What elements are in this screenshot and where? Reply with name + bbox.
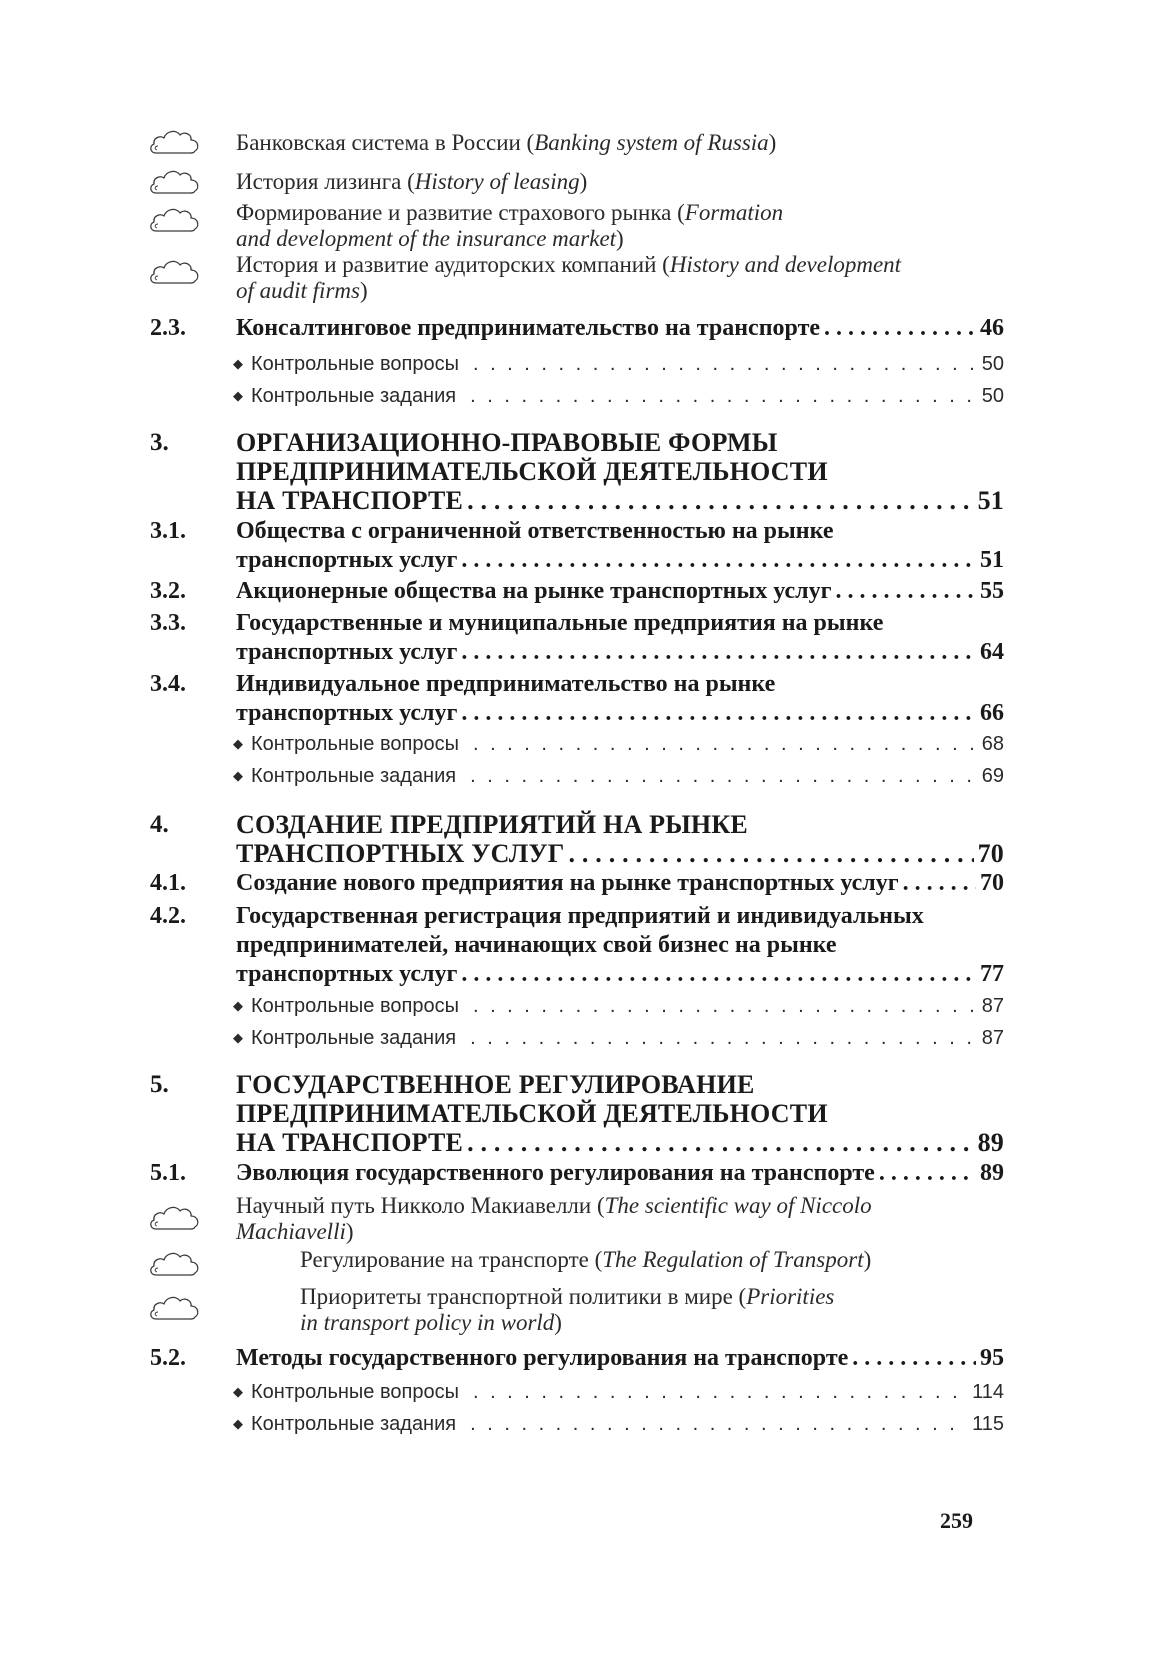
section-title[interactable]: Акционерные общества на рынке транспортных услуг . . . 55 [236,577,1004,606]
section-title[interactable]: Консалтинговое предпринимательство на транспорте . . . 46 [236,314,1004,343]
note-audit: История и развитие аудиторских компаний (History and development of audit firms) [236,252,902,303]
section-title[interactable]: Эволюция государственного регулирования на транспорте . . . 89 [236,1159,1004,1188]
section-title[interactable]: Государственные и муниципальные предприятия на рынке транспортных услуг . . . 64 [236,609,1004,667]
cloud-icon [148,126,202,158]
cloud-icon [148,166,202,198]
note-machiavelli: Научный путь Никколо Макиавелли (The scientific way of Niccolo Machiavelli) [236,1193,872,1244]
cloud-icon [148,1202,202,1234]
chapter-number: 4. [150,811,169,838]
sub-tasks[interactable]: ◆ Контрольные задания . . . 50 [233,382,1004,412]
page-number: 259 [940,1508,973,1533]
chapter-number: 5. [150,1071,169,1098]
sub-tasks[interactable]: ◆ Контрольные задания . . . 69 [233,762,1004,792]
note-priorities: Приоритеты транспортной политики в мире (Priorities in transport policy in world) [300,1284,835,1335]
section-number: 5.2. [150,1345,186,1371]
note-insurance: Формирование и развитие страхового рынка (Formation and development of the insurance market) [236,200,784,251]
section-number: 4.1. [150,870,186,896]
chapter-title[interactable]: СОЗДАНИЕ ПРЕДПРИЯТИЙ НА РЫНКЕ ТРАНСПОРТНЫХ УСЛУГ . . . 70 [236,810,1004,868]
cloud-icon [148,204,202,236]
section-number: 2.3. [150,315,186,341]
sub-questions[interactable]: ◆ Контрольные вопросы . . . 50 [233,350,1004,380]
section-title[interactable]: Индивидуальное предпринимательство на рынке транспортных услуг . . . 66 [236,670,1004,728]
cloud-icon [148,1248,202,1280]
section-title[interactable]: Методы государственного регулирования на транспорте . . . 95 [236,1344,1004,1373]
section-number: 3.1. [150,518,186,544]
sub-questions[interactable]: ◆ Контрольные вопросы . . . 68 [233,730,1004,760]
section-number: 4.2. [150,903,186,929]
section-title[interactable]: Общества с ограниченной ответственностью на рынке транспортных услуг . . . 51 [236,517,1004,575]
sub-tasks[interactable]: ◆ Контрольные задания . . . 115 [233,1410,1004,1440]
sub-questions[interactable]: ◆ Контрольные вопросы . . . 114 [233,1378,1004,1408]
sub-questions[interactable]: ◆ Контрольные вопросы . . . 87 [233,992,1004,1022]
section-number: 3.4. [150,671,186,697]
section-number: 3.3. [150,610,186,636]
section-number: 3.2. [150,578,186,604]
section-title[interactable]: Государственная регистрация предприятий и индивидуальных предпринимателей, начинающих свой бизнес на рынке транспортных услуг . . . 77 [236,902,1004,989]
sub-tasks[interactable]: ◆ Контрольные задания . . . 87 [233,1024,1004,1054]
note-regulation: Регулирование на транспорте (The Regulation of Transport) [300,1247,872,1272]
note-banking: Банковская система в России (Banking system of Russia) [236,130,777,155]
cloud-icon [148,1292,202,1324]
cloud-icon [148,256,202,288]
chapter-title[interactable]: ГОСУДАРСТВЕННОЕ РЕГУЛИРОВАНИЕ ПРЕДПРИНИМАТЕЛЬСКОЙ ДЕЯТЕЛЬНОСТИ НА ТРАНСПОРТЕ . . . 89 [236,1070,1004,1157]
chapter-title[interactable]: ОРГАНИЗАЦИОННО-ПРАВОВЫЕ ФОРМЫ ПРЕДПРИНИМАТЕЛЬСКОЙ ДЕЯТЕЛЬНОСТИ НА ТРАНСПОРТЕ . . . 51 [236,428,1004,515]
chapter-number: 3. [150,429,169,456]
section-number: 5.1. [150,1160,186,1186]
section-title[interactable]: Создание нового предприятия на рынке транспортных услуг . . . 70 [236,869,1004,898]
note-leasing: История лизинга (History of leasing) [236,169,588,194]
